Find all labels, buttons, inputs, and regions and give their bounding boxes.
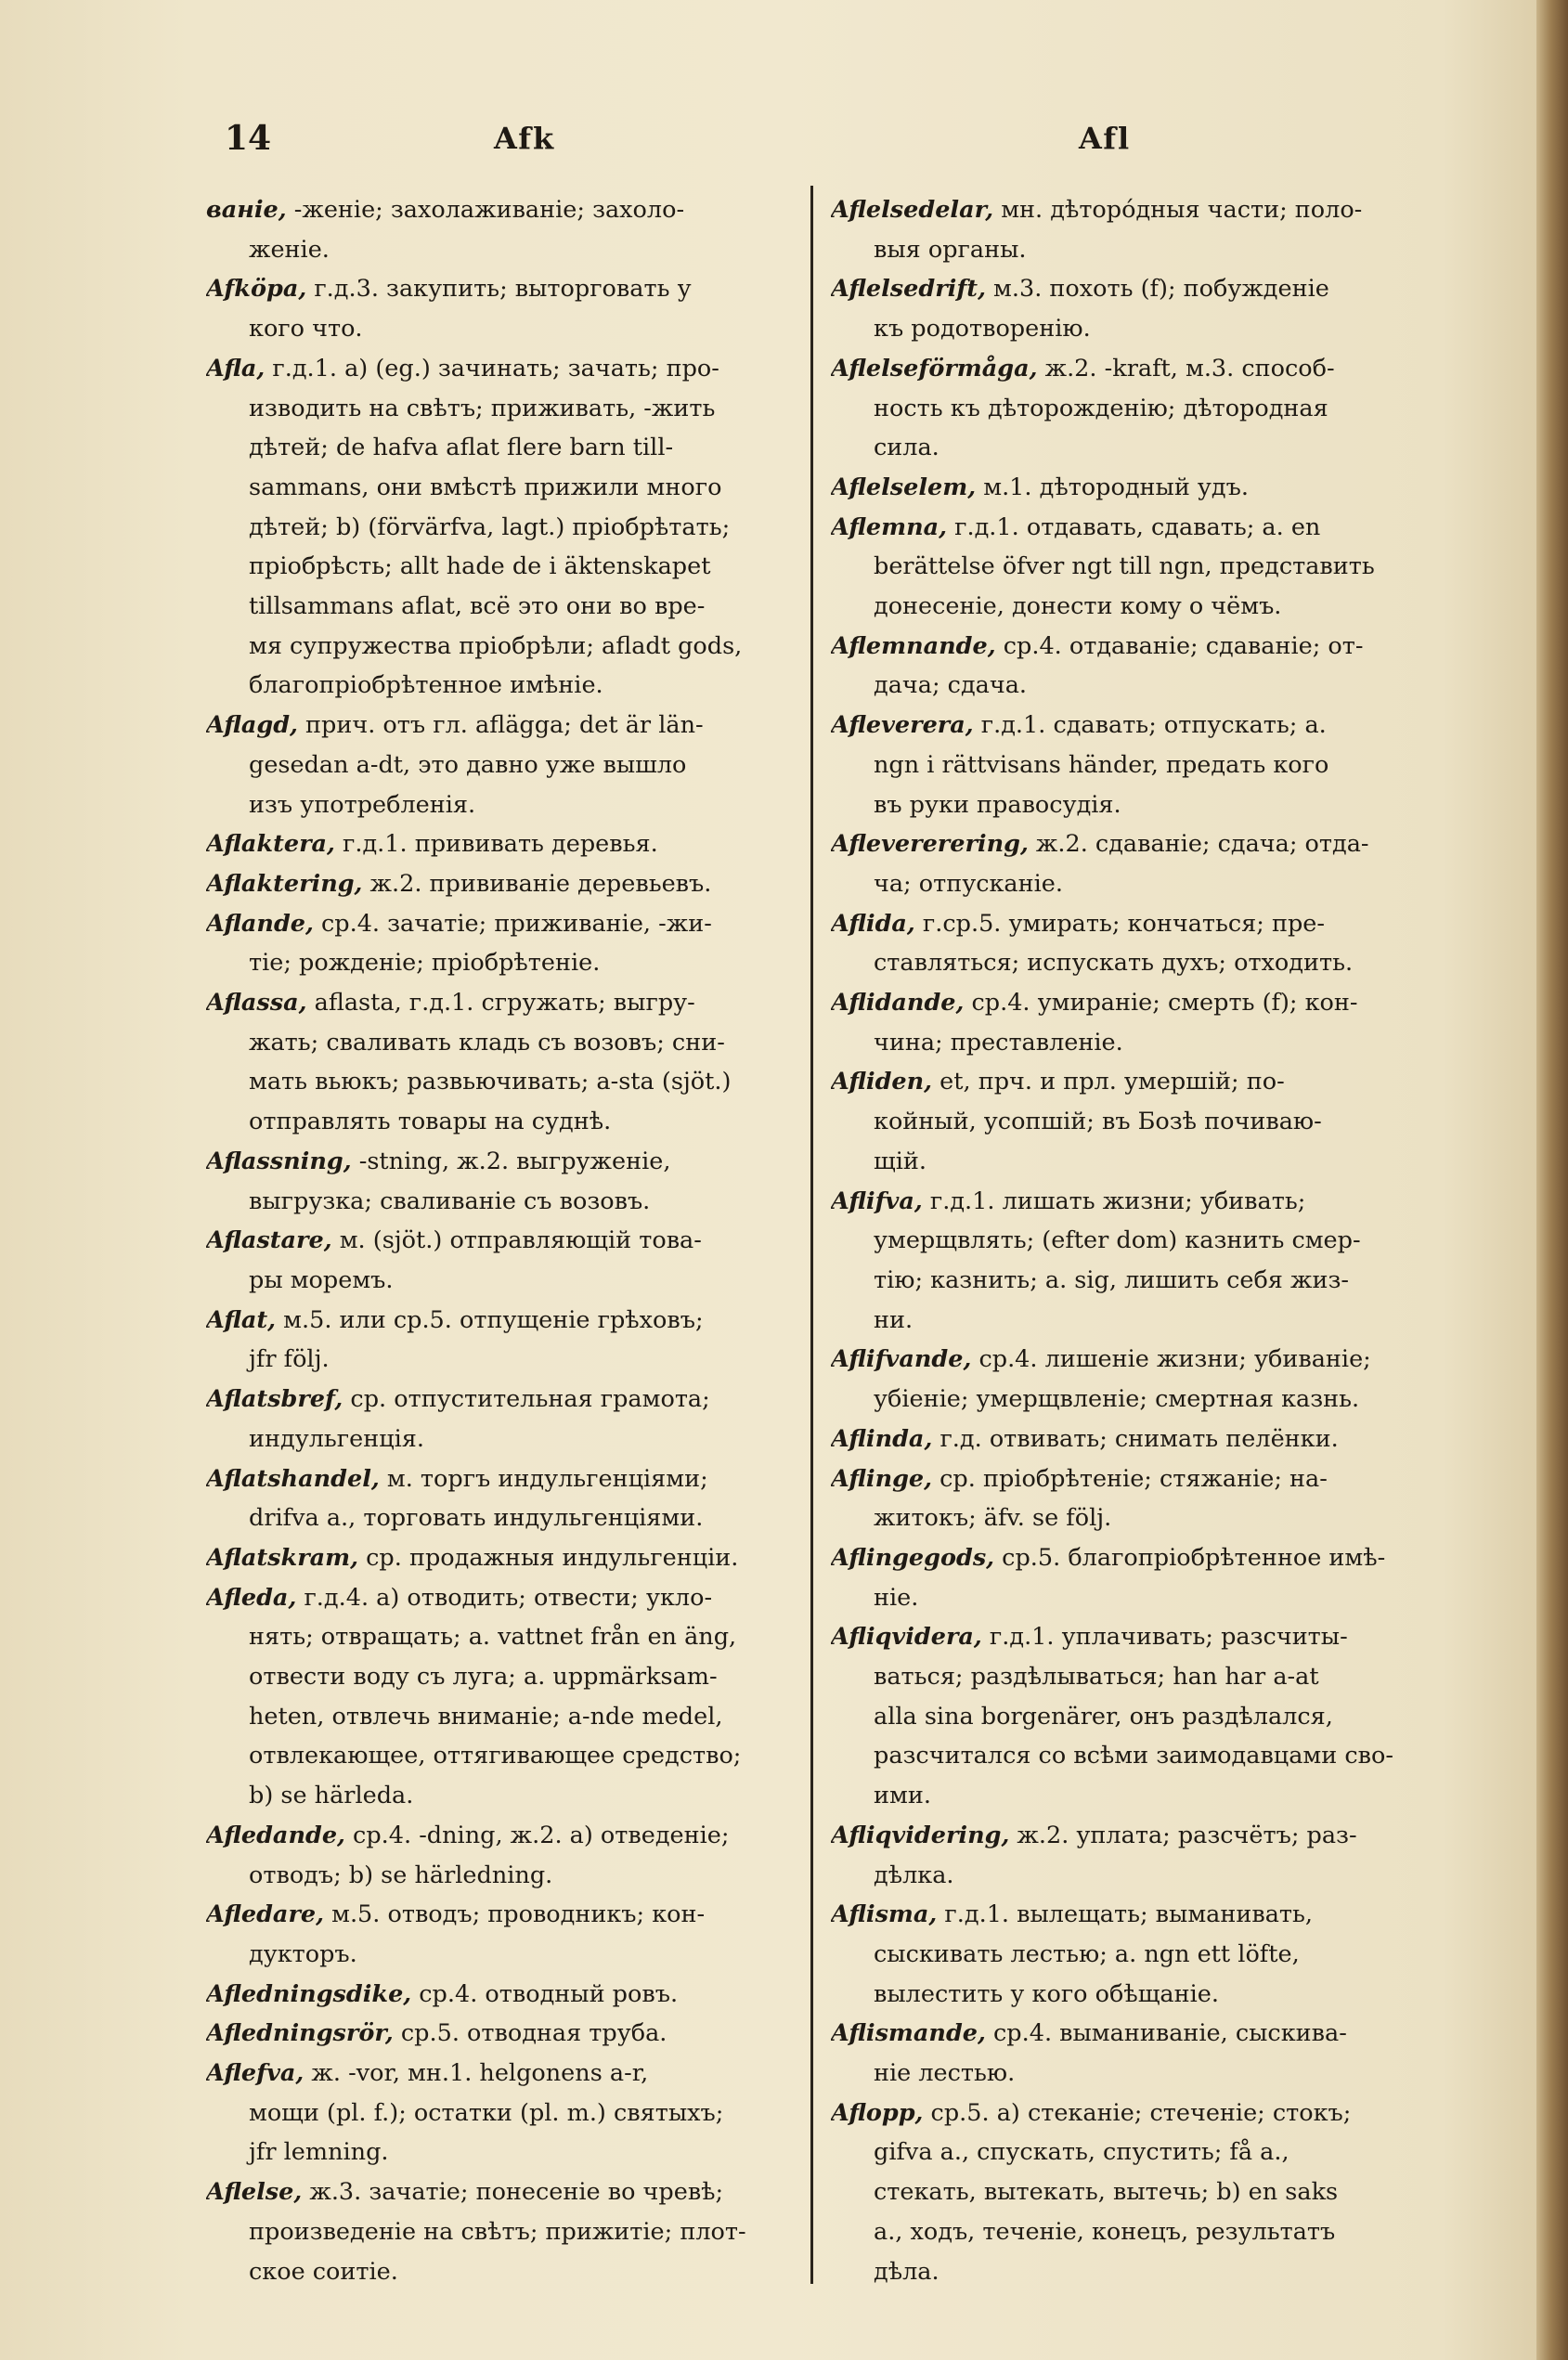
entry-first-line: Afledningsrör, ср.5. отводная труба. <box>206 2019 667 2048</box>
entry-line: жать; сваливать кладь съ возовъ; сни- <box>249 1028 725 1057</box>
entry-first-line: Aflaktera, г.д.1. прививать деревья. <box>206 830 658 859</box>
entry-line: отвести воду съ луга; a. uppmärksam- <box>249 1663 718 1692</box>
entry-first-line: Aflatsbref, ср. отпустительная грамота; <box>206 1385 710 1414</box>
entry-first-line: Afledande, ср.4. -dning, ж.2. a) отведеніе; <box>206 1821 730 1849</box>
dictionary-entry <box>831 904 1431 983</box>
entry-line: ча; отпусканіе. <box>874 869 1063 898</box>
entry-line: сила. <box>874 434 940 462</box>
entry-first-line: Afleda, г.д.4. a) отводить; отвести; укло- <box>206 1583 713 1612</box>
entry-first-line: Aflelselem, м.1. дѣтородный удъ. <box>831 473 1249 501</box>
entry-first-line: Aflelse, ж.3. зачатіе; понесеніе во чревѣ; <box>206 2178 724 2207</box>
left-column <box>206 190 806 2291</box>
entry-line: изводить на свѣтъ; приживать, -жить <box>249 394 716 422</box>
entry-first-line: Afledare, м.5. отводъ; проводникъ; кон- <box>206 1900 706 1929</box>
entry-line: jfr lemning. <box>249 2138 389 2167</box>
dictionary-entry <box>831 508 1431 627</box>
entry-first-line: Aflifva, г.д.1. лишать жизни; убивать; <box>831 1186 1306 1215</box>
dictionary-entry <box>831 1538 1431 1617</box>
entry-line: дѣтей; b) (förvärfva, lagt.) пріобрѣтать; <box>249 512 731 541</box>
entry-first-line: Aflelsedrift, м.3. похоть (f); побужденіе <box>831 275 1329 304</box>
entry-line: ніе. <box>874 1583 919 1612</box>
dictionary-entry <box>831 627 1431 706</box>
entry-first-line: Aflatskram, ср. продажныя индульгенціи. <box>206 1543 739 1572</box>
entry-line: дѣлка. <box>874 1861 954 1889</box>
entry-line: тіе; рожденіе; пріобрѣтеніе. <box>249 949 601 978</box>
entry-first-line: Aflelsedelar, мн. дѣторо́дныя части; поло- <box>831 196 1363 224</box>
entry-line: тію; казнить; a. sig, лишить себя жиз- <box>874 1265 1349 1294</box>
entry-line: житокъ; äfv. se följ. <box>874 1504 1112 1533</box>
entry-line: ngn i rättvisans händer, предать кого <box>874 750 1329 779</box>
entry-line: убіеніе; умерщвленіе; смертная казнь. <box>874 1385 1360 1414</box>
entry-first-line: Afliqvidera, г.д.1. уплачивать; разсчиты- <box>831 1623 1348 1652</box>
entry-first-line: Aflinda, г.д. отвивать; снимать пелёнки. <box>831 1424 1339 1453</box>
entry-first-line: Aflefva, ж. -vor, мн.1. helgonens a-r, <box>206 2059 649 2088</box>
entry-line: ни. <box>874 1305 914 1334</box>
entry-line: нять; отвращать; a. vattnet från en äng, <box>249 1623 737 1652</box>
entry-line: благопріобрѣтенное имѣніе. <box>249 671 603 700</box>
dictionary-entry <box>206 904 806 983</box>
dictionary-entry <box>206 1221 806 1300</box>
right-running-head: Afl <box>1079 121 1132 156</box>
dictionary-entry <box>206 2172 806 2291</box>
entry-line: умерщвлять; (efter dom) казнить смер- <box>874 1226 1361 1255</box>
entry-line: ставляться; испускать духъ; отходить. <box>874 949 1354 978</box>
dictionary-entry <box>206 1578 806 1816</box>
entry-first-line: Afleverera, г.д.1. сдавать; отпускать; a. <box>831 711 1327 740</box>
entry-line: отводъ; b) se härledning. <box>249 1861 553 1889</box>
dictionary-entry <box>206 1301 806 1380</box>
entry-first-line: Aflagd, прич. отъ гл. aflägga; det är län- <box>206 711 704 740</box>
entry-line: донесеніе, донести кому о чёмъ. <box>874 592 1282 621</box>
entry-line: отвлекающее, оттягивающее средство; <box>249 1742 742 1770</box>
entry-line: berättelse öfver ngt till ngn, представить <box>874 552 1375 581</box>
dictionary-entry <box>206 1380 806 1459</box>
dictionary-entry <box>831 1420 1431 1459</box>
dictionary-entry <box>831 1459 1431 1538</box>
entry-line: ское соитіе. <box>249 2257 398 2286</box>
dictionary-entry <box>206 2014 806 2054</box>
entry-first-line: Aflopp, ср.5. a) стеканіе; стеченіе; стокъ; <box>831 2098 1352 2127</box>
entry-first-line: Aflidande, ср.4. умираніе; смерть (f); кон- <box>831 989 1358 1018</box>
entry-first-line: Aflemnande, ср.4. отдаваніе; сдаваніе; от- <box>831 631 1364 660</box>
dictionary-entry <box>831 824 1431 903</box>
entry-line: отправлять товары на суднѣ. <box>249 1108 612 1136</box>
page-header <box>215 119 1450 165</box>
dictionary-entry <box>206 864 806 904</box>
dictionary-entry <box>206 983 806 1142</box>
entry-line: jfr följ. <box>249 1345 330 1374</box>
dictionary-entry <box>206 1459 806 1538</box>
entry-first-line: Aflingegods, ср.5. благопріобрѣтенное имѣ- <box>831 1543 1386 1572</box>
dictionary-entry <box>831 1340 1431 1419</box>
entry-line: женіе. <box>249 235 330 264</box>
dictionary-entry <box>206 1816 806 1895</box>
entry-line: вылестить у кого обѣщаніе. <box>874 1979 1219 2008</box>
entry-line: дача; сдача. <box>874 671 1028 700</box>
entry-line: ры моремъ. <box>249 1265 394 1294</box>
entry-line: чина; преставленіе. <box>874 1028 1123 1057</box>
right-column <box>831 190 1431 2291</box>
entry-first-line: Aflisma, г.д.1. вылещать; выманивать, <box>831 1900 1314 1929</box>
entry-line: ность къ дѣторожденію; дѣтородная <box>874 394 1328 422</box>
dictionary-entry <box>831 1816 1431 1895</box>
entry-line: ваться; раздѣлываться; han har a-at <box>874 1663 1319 1692</box>
entry-first-line: Afledningsdike, ср.4. отводный ровъ. <box>206 1979 679 2008</box>
entry-first-line: ваніе, -женіе; захолаживаніе; захоло- <box>206 196 685 224</box>
dictionary-entry <box>206 1142 806 1221</box>
entry-line: drifva a., торговать индульгенціями. <box>249 1504 704 1533</box>
entry-line: tillsammans aflat, всё это они во вре- <box>249 592 706 621</box>
dictionary-entry <box>831 349 1431 468</box>
dictionary-entry <box>831 2014 1431 2093</box>
entry-line: gifva a., спускать, спустить; få a., <box>874 2138 1289 2167</box>
entry-line: кого что. <box>249 315 363 344</box>
entry-line: разсчитался со всѣми заимодавцами сво- <box>874 1742 1393 1770</box>
dictionary-entry <box>831 1617 1431 1816</box>
entry-line: выгрузка; сваливаніе съ возовъ. <box>249 1186 651 1215</box>
dictionary-entry <box>206 1538 806 1578</box>
dictionary-entry <box>831 1182 1431 1341</box>
entry-line: индульгенція. <box>249 1424 424 1453</box>
entry-line: мать вьюкъ; развьючивать; a-sta (sjöt.) <box>249 1068 732 1096</box>
entry-line: дѣла. <box>874 2257 940 2286</box>
entry-first-line: Aflat, м.5. или ср.5. отпущеніе грѣховъ; <box>206 1305 704 1334</box>
entry-first-line: Aflassa, aflasta, г.д.1. сгружать; выгру- <box>206 989 695 1018</box>
entry-line: стекать, вытекать, вытечь; b) en saks <box>874 2178 1339 2207</box>
entry-line: ими. <box>874 1782 931 1810</box>
entry-first-line: Aflevererering, ж.2. сдаваніе; сдача; отда- <box>831 830 1369 859</box>
dictionary-entry <box>831 983 1431 1062</box>
entry-line: щій. <box>874 1147 927 1175</box>
column-divider <box>810 186 813 2284</box>
entry-first-line: Aflemna, г.д.1. отдавать, сдавать; a. en <box>831 512 1321 541</box>
entry-first-line: Afla, г.д.1. a) (eg.) зачинать; зачать; про- <box>206 354 719 383</box>
dictionary-entry <box>831 1895 1431 2014</box>
entry-line: выя органы. <box>874 235 1027 264</box>
entry-line: дѣтей; de hafva aflat flere barn till- <box>249 434 674 462</box>
dictionary-entry <box>206 269 806 348</box>
left-running-head: Afk <box>494 121 556 156</box>
dictionary-entry <box>206 190 806 269</box>
entry-line: дукторъ. <box>249 1939 357 1968</box>
entry-line: sammans, они вмѣстѣ прижили много <box>249 473 722 501</box>
entry-line: ніе лестью. <box>874 2059 1016 2088</box>
dictionary-entry <box>831 2094 1431 2292</box>
entry-line: пріобрѣсть; allt hade de i äktenskapet <box>249 552 711 581</box>
dictionary-entry <box>206 1975 806 2015</box>
entry-first-line: Aflastare, м. (sjöt.) отправляющій това- <box>206 1226 702 1255</box>
entry-line: heten, отвлечь вниманіе; a-nde medel, <box>249 1702 723 1731</box>
dictionary-entry <box>206 1895 806 1974</box>
dictionary-entry <box>206 824 806 864</box>
dictionary-entry <box>831 706 1431 824</box>
entry-line: сыскивать лестью; a. ngn ett löfte, <box>874 1939 1300 1968</box>
entry-first-line: Afliqvidering, ж.2. уплата; разсчётъ; раз- <box>831 1821 1357 1849</box>
entry-line: въ руки правосудія. <box>874 790 1121 819</box>
entry-line: мя супружества пріобрѣли; afladt gods, <box>249 631 743 660</box>
dictionary-entry <box>206 2054 806 2172</box>
entry-line: койный, усопшій; въ Бозѣ почиваю- <box>874 1108 1322 1136</box>
entry-line: мощи (pl. f.); остатки (pl. m.) святыхъ; <box>249 2098 724 2127</box>
entry-line: alla sina borgenärer, онъ раздѣлался, <box>874 1702 1333 1731</box>
entry-first-line: Aflelseförmåga, ж.2. -kraft, м.3. способ- <box>831 354 1335 383</box>
dictionary-entry <box>831 468 1431 508</box>
entry-line: a., ходъ, теченіе, конецъ, результатъ <box>874 2217 1336 2246</box>
entry-line: изъ употребленія. <box>249 790 476 819</box>
page-number: 14 <box>225 119 272 158</box>
entry-line: къ родотворенію. <box>874 315 1091 344</box>
dictionary-entry <box>206 706 806 824</box>
dictionary-entry <box>831 190 1431 269</box>
entry-first-line: Aflismande, ср.4. выманиваніе, сыскива- <box>831 2019 1347 2048</box>
entry-first-line: Aflaktering, ж.2. прививаніе деревьевъ. <box>206 869 712 898</box>
entry-line: gesedan a-dt, это давно уже вышло <box>249 750 687 779</box>
entry-first-line: Aflida, г.ср.5. умирать; кончаться; пре- <box>831 909 1325 938</box>
book-edge <box>1536 0 1568 2360</box>
dictionary-entry <box>831 269 1431 348</box>
entry-first-line: Aflande, ср.4. зачатіе; приживаніе, -жи- <box>206 909 712 938</box>
entry-first-line: Afköpa, г.д.3. закупить; выторговать у <box>206 275 692 304</box>
entry-first-line: Aflatshandel, м. торгъ индульгенціями; <box>206 1464 708 1493</box>
entry-first-line: Afliden, et, прч. и прл. умершій; по- <box>831 1068 1285 1096</box>
dictionary-entry <box>831 1062 1431 1181</box>
entry-first-line: Aflassning, -stning, ж.2. выгруженіе, <box>206 1147 671 1175</box>
entry-line: b) se härleda. <box>249 1782 414 1810</box>
dictionary-entry <box>206 349 806 706</box>
entry-line: произведеніе на свѣтъ; прижитіе; плот- <box>249 2217 746 2246</box>
entry-first-line: Aflinge, ср. пріобрѣтеніе; стяжаніе; на- <box>831 1464 1328 1493</box>
entry-first-line: Aflifvande, ср.4. лишеніе жизни; убиваніе; <box>831 1345 1371 1374</box>
